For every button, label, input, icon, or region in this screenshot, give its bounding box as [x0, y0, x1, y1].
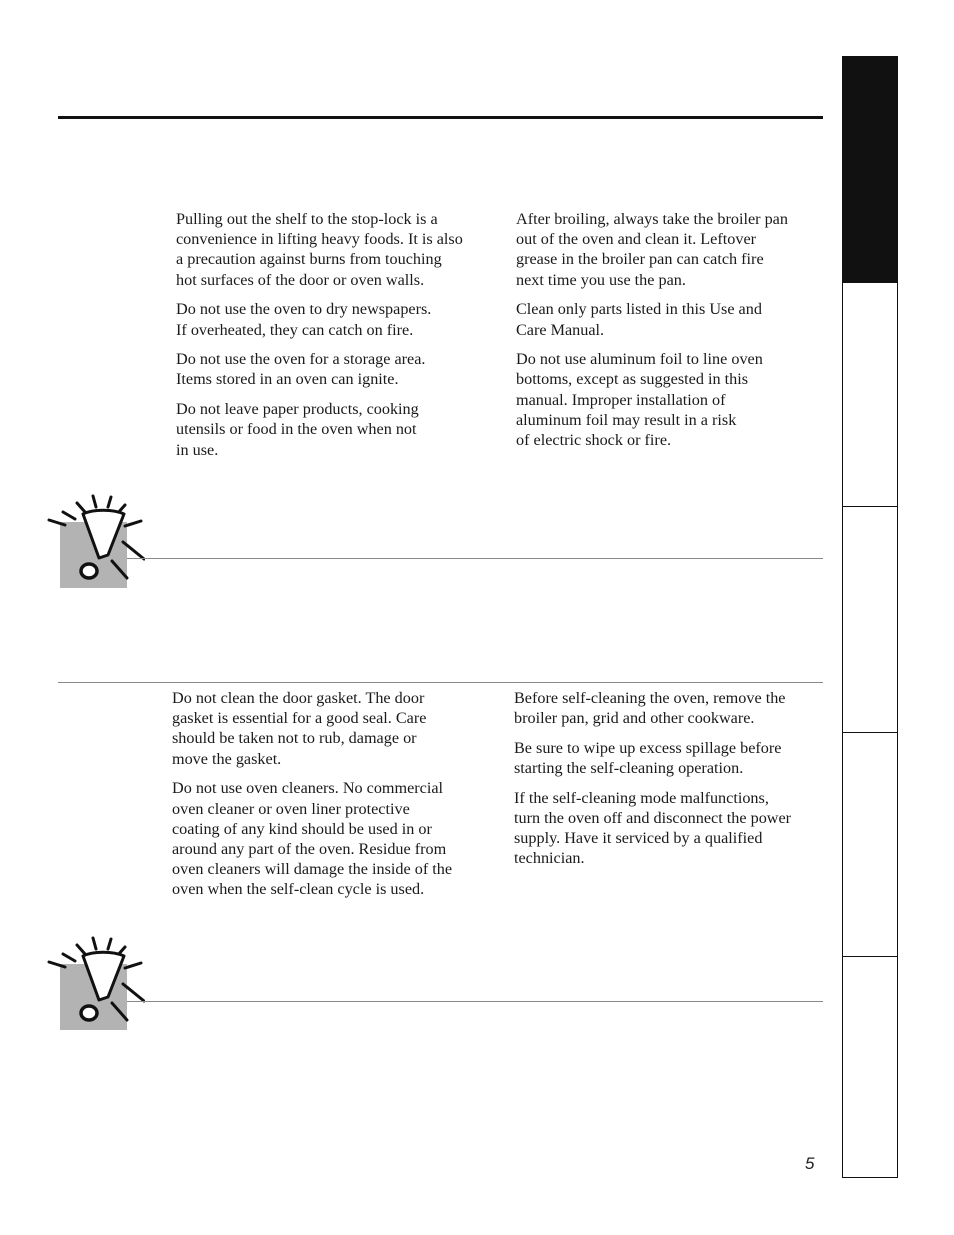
paragraph: Be sure to wipe up excess spillage before starting the self-cleaning operation.	[514, 738, 782, 778]
warning-rule	[127, 558, 823, 559]
section-tabs	[842, 56, 898, 1178]
paragraph: After broiling, always take the broiler pan out of the oven and clean it. Leftover grease in the broiler pan can catch fire next time you use the pan.	[516, 210, 788, 289]
tab-divider	[843, 732, 897, 733]
page-number: 5	[805, 1154, 815, 1173]
tab-divider	[843, 506, 897, 507]
warning-exclamation-icon	[45, 934, 145, 1034]
section2-left-column	[172, 688, 492, 909]
paragraph: Do not leave paper products, cooking utensils or food in the oven when not in use.	[176, 400, 419, 459]
warning-exclamation-icon	[45, 492, 145, 592]
section-rule	[58, 682, 823, 683]
paragraph: Do not use the oven to dry newspapers. If overheated, they can catch on fire.	[176, 300, 432, 339]
paragraph: Do not use oven cleaners. No commercial oven cleaner or oven liner protective coating of any kind should be used in or around any part of the oven. Residue from oven cleaners will damage the inside of the oven when the self-clean cycle is used.	[172, 779, 453, 899]
paragraph: Do not use the oven for a storage area. Items stored in an oven can ignite.	[176, 350, 426, 389]
tab-divider	[843, 956, 897, 957]
header-rule	[58, 116, 823, 119]
paragraph: Do not clean the door gasket. The door gasket is essential for a good seal. Care should be taken not to rub, damage or move the gasket.	[172, 689, 427, 768]
paragraph: If the self-cleaning mode malfunctions, turn the oven off and disconnect the power supply. Have it serviced by a qualified technician.	[514, 788, 792, 868]
tab-active[interactable]	[843, 57, 897, 283]
paragraph: Do not use aluminum foil to line oven bottoms, except as suggested in this manual. Improper installation of aluminum foil may result in a risk of electric shock or fire.	[516, 350, 763, 450]
paragraph: Pulling out the shelf to the stop-lock is a convenience in lifting heavy foods. It is also a precaution against burns from touching hot surfaces of the door or oven walls.	[176, 210, 463, 289]
section2-right-column	[514, 688, 829, 878]
section1-right-column	[516, 209, 826, 460]
section1-left-column	[176, 209, 496, 469]
paragraph: Clean only parts listed in this Use and Care Manual.	[516, 300, 762, 339]
paragraph: Before self-cleaning the oven, remove the broiler pan, grid and other cookware.	[514, 689, 786, 728]
warning-rule	[127, 1001, 823, 1002]
